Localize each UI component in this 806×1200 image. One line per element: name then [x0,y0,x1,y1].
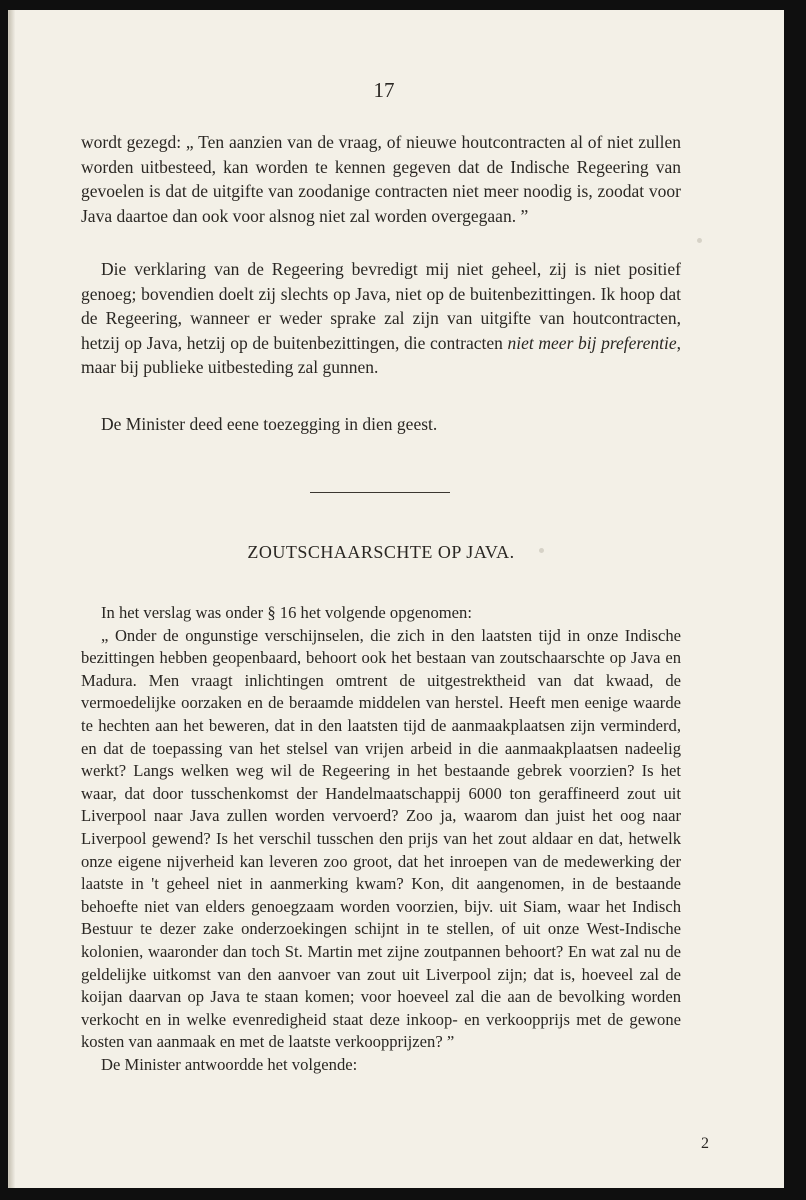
paragraph-quote-verslag: „ Onder de ongunstige verschijnselen, die zich in den laatsten tijd in onze Indische bezittingen hebben geopenbaard, behoort ook het bestaan van zoutschaarschte op Java en Madura. Men vraagt inlichtingen omtrent de uitgestrektheid van dat kwaad, de vermoedelijke oorzaken en de beraamde middelen van herstel. Heeft men eenige waarde te hechten aan het beweren, dat in den laatsten tijd de aanmaakplaatsen zijn verminderd, en dat de toepassing van het stelsel van vrijen arbeid in die aanmaakplaatsen nadeelig werkt? Langs welken weg wil de Regeering in het bestaande gebrek voorzien? Is het waar, dat door tusschenkomst der Handelmaatschappij 6000 ton geraffineerd zout uit Liverpool naar Java zullen worden vervoerd? Zoo ja, waarom dan juist het oog naar Liverpool gewend? Is het verschil tusschen den prijs van het zout aldaar en dat, hetwelk onze eigene nijverheid kan leveren zoo groot, dat het inroepen van de medewerking der laatste in 't geheel niet in aanmerking kwam? Kon, dit aangenomen, in de bestaande behoefte niet van elders genoegzaam worden voorzien, bijv. uit Siam, waar het Indisch Bestuur te dezer zake onderzoekingen schijnt in te stellen, of uit onze West-Indische kolonien, waaronder dan toch St. Martin met zijne zoutpannen behoort? En wat zal nu de geldelijke uitkomst van den aanvoer van zout uit Liverpool zijn; dat is, hoeveel zal de koijan daarvan op Java te staan komen; voor hoeveel zal die aan de bevolking worden verkocht en in welke evenredigheid staat deze inkoop- en verkoopprijs met de gewone kosten van aanmaak en met de laatste verkoopprijzen? ” [81,625,681,1052]
paragraph-text: De Minister deed eene toezegging in dien geest. [101,414,438,434]
paragraph-verslag: In het verslag was onder § 16 het volgende opgenomen: [101,603,472,622]
document-page [8,10,784,1188]
italic-phrase: niet meer bij preferentie [507,332,677,353]
section-body-zoutschaarschte [81,602,681,1076]
paragraph-text: wordt gezegd: „ Ten aanzien van de vraag, of nieuwe houtcontracten al of niet zullen worden uitbesteed, kan worden te kennen gegeven dat de Indische Regeering van gevoelen is dat de uitgifte van zoodanige contracten niet meer noodig is, zoodat voor Java daartoe dan ook voor alsnog niet zal worden overgegaan. ” [81,132,681,226]
section-title: ZOUTSCHAARSCHTE OP JAVA. [247,542,515,562]
paragraph-minister-toezegging [81,412,681,437]
page-fold-shadow [9,10,15,1188]
page-number: 17 [373,78,395,102]
paragraph-text-part: Die verklaring van de Regeering bevredigt mij niet geheel, zij is niet positief genoeg; bovendien doelt zij slechts op Java, niet op de buitenbezittingen. Ik hoop dat de Regeering, wanneer er weder sprake zal zijn van uitgifte van houtcontracten, hetzij op Java, hetzij op de buitenbezittingen, die contracten [81,259,681,353]
signature-mark: 2 [701,1135,709,1152]
paragraph-houtcontracten-quote [81,130,681,228]
section-separator [310,492,450,493]
paper-speck [697,238,702,243]
paragraph-minister-antwoord: De Minister antwoordde het volgende: [101,1054,358,1074]
paragraph-text [81,257,681,380]
paragraph-verklaring [81,257,681,380]
paragraph-text-part: , maar bij publieke uitbesteding zal gunnen. [81,332,681,378]
